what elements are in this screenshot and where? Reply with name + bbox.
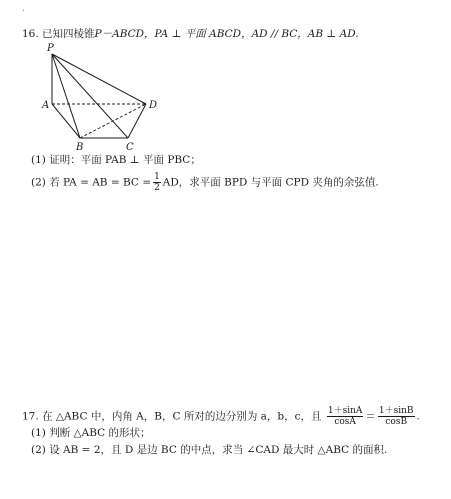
question-17-stem bbox=[22, 406, 420, 427]
fraction-numerator: 1 bbox=[154, 172, 160, 182]
edge-BD-dashed bbox=[80, 104, 146, 138]
vertex-label-A: A bbox=[42, 100, 50, 111]
vertex-label-P: P bbox=[47, 43, 54, 54]
question-16-number-text: 16. 已知四棱锥 bbox=[22, 28, 95, 40]
fraction-denominator: 2 bbox=[154, 183, 160, 193]
fraction-sinA-cosA bbox=[327, 406, 364, 427]
fraction-denominator: cosA bbox=[334, 417, 356, 427]
vertex-label-D: D bbox=[149, 100, 158, 111]
equals-sign: ＝ bbox=[365, 410, 376, 423]
question-16-stem bbox=[22, 27, 359, 41]
vertex-label-B: B bbox=[76, 142, 84, 152]
question-17-part-2: (2) 设 AB = 2，且 D 是边 BC 的中点，求当 ∠CAD 最大时 △ABC 的面积. bbox=[31, 444, 388, 456]
fraction-numerator: 1＋sinA bbox=[327, 406, 363, 416]
vertex-label-C: C bbox=[126, 142, 134, 152]
question-16-part-2-lead: (2) 若 PA = AB = BC = bbox=[31, 176, 152, 189]
fraction-numerator: 1＋sinB bbox=[378, 406, 414, 416]
edge-PC bbox=[52, 54, 128, 138]
fraction-denominator: cosB bbox=[385, 417, 408, 427]
fraction-one-half bbox=[153, 172, 161, 193]
fraction-sinB-cosB bbox=[378, 406, 415, 427]
edge-CD bbox=[128, 104, 146, 138]
edge-AB bbox=[52, 104, 80, 138]
question-16-part-2 bbox=[31, 172, 379, 193]
question-16-part-1: (1) 证明：平面 PAB ⊥ 平面 PBC； bbox=[31, 154, 201, 166]
question-17-part-1: (1) 判断 △ABC 的形状； bbox=[31, 427, 151, 439]
question-17-lead-text: 17. 在 △ABC 中，内角 A，B，C 所对的边分别为 a，b，c，且 bbox=[22, 410, 322, 423]
question-16-condition-text: P－ABCD，PA ⊥ 平面 ABCD，AD // BC，AB ⊥ AD. bbox=[94, 28, 359, 40]
question-16-part-2-tail: AD，求平面 BPD 与平面 CPD 夹角的余弦值. bbox=[162, 176, 379, 189]
pyramid-figure bbox=[38, 40, 168, 152]
page-dot-mark: · bbox=[22, 6, 26, 17]
question-17-period: . bbox=[416, 410, 420, 423]
